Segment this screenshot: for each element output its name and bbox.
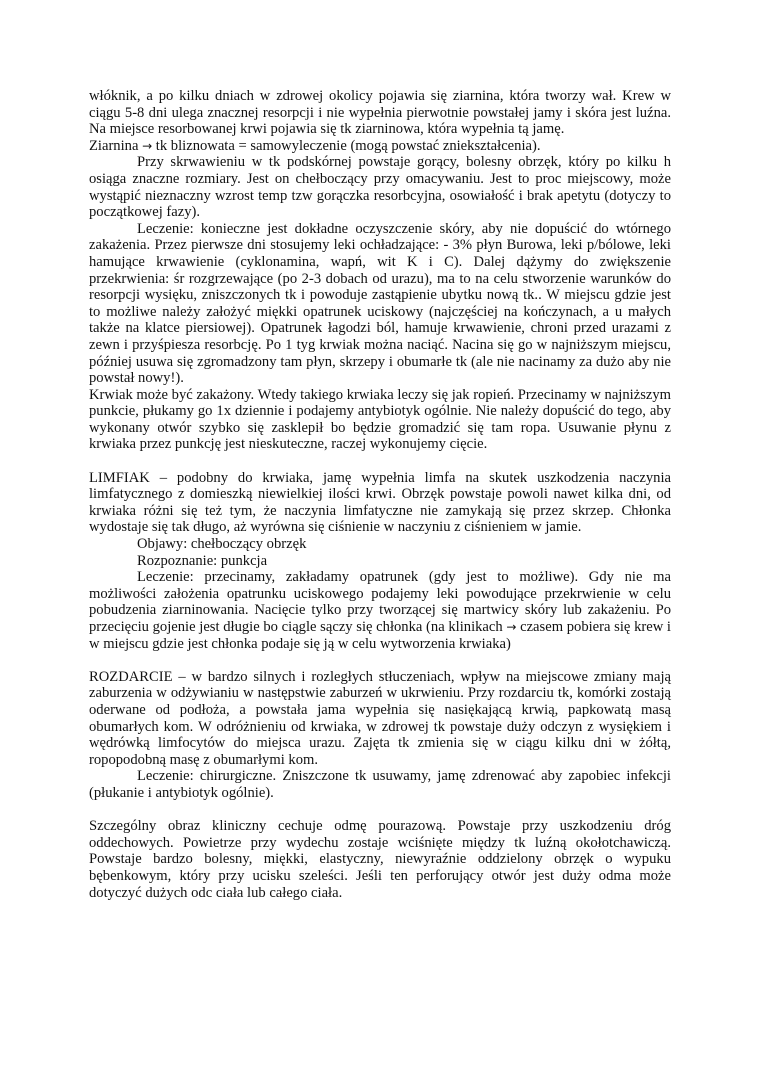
paragraph-rozdarcie: ROZDARCIE – w bardzo silnych i rozległych stłuczeniach, wpływ na miejscowe zmiany mają zaburzenia w odżywianiu w następstwie zaburzeń w ukrwieniu. Przy rozdarciu tk, komórki zostają oderwane od podłoża, a powstała jama wypełnia się nasiękającą krwią, papkowatą masą obumarłych kom. W odróżnieniu od krwiaka, w zdrowej tk powstaje duży odczyn z wysiękiem i wędrówką limfocytów do miejsca urazu. Zajęta tk zmienia się w ciągu kilku dni w żółtą, ropopodobną masę z obumarłymi kom.: [89, 668, 671, 768]
paragraph-diagnosis: Rozpoznanie: punkcja: [137, 552, 268, 569]
text-treatment-limfiak-a: Leczenie: przecinamy, zakładamy opatrunek (gdy jest to możliwe). Gdy nie ma możliwości założenia opatrunku uciskowego podajemy leki powodujące przekrwienie w celu pobudzenia ziarninowania. Nacięcie tylko przy tworzącej się martwicy skóry lub zakażeniu. Po przecięciu gojenie jest długie bo ciągle sączy się chłonka (na klinikach: [89, 569, 671, 635]
paragraph-subcutaneous-bleeding: Przy skrwawieniu w tk podskórnej powstaje gorący, bolesny obrzęk, który po kilku h osiąga znaczne rozmiary. Jest on chełboczący przy omacywaniu. Jest to proc miejscowy, może wystąpić nieznaczny wzrost temp tzw gorączka resorbcyjna, osowiałość i brak apetytu (dotyczy to początkowej fazy).: [89, 154, 671, 221]
paragraph-granulation: włóknik, a po kilku dniach w zdrowej okolicy pojawia się ziarnina, która tworzy wał. Krew w ciągu 5-8 dni ulega znacznej resorpcji i nie wypełnia pierwotnie powstałej jamy i skóra jest luźna. Na miejsce resorbowanej krwi pojawia się tk ziarninowa, która wypełnia tą jamę.: [89, 88, 671, 138]
text-scar-result: tk bliznowata = samowyleczenie (mogą powstać zniekształcenia).: [152, 137, 541, 154]
text-treatment-limfiak-b: czasem pobiera się krew i w miejscu gdzie jest chłonka podaje się ją w celu wytworzenia krwiaka): [89, 619, 671, 652]
paragraph-spacer: [89, 453, 671, 470]
paragraph-scar-healing: [89, 138, 671, 155]
paragraph-emphysema: Szczególny obraz kliniczny cechuje odmę pourazową. Powstaje przy uszkodzeniu dróg oddechowych. Powietrze przy wydechu zostaje wciśnięte między tk luźną okołotchawiczą. Powstaje bardzo bolesny, miękki, elastyczny, niewyraźnie oddzielony obrzęk o wypuku bębenkowym, który przy ucisku szeleści. Jeśli ten perforujący otwór jest duży odma może dotyczyć dużych odc ciała lub całego ciała.: [89, 818, 671, 901]
text-granulation-label: Ziarnina: [89, 137, 139, 154]
paragraph-infected-hematoma: Krwiak może być zakażony. Wtedy takiego krwiaka leczy się jak ropień. Przecinamy w najniższym punkcie, płukamy go 1x dziennie i podajemy antybiotyk ogólnie. Nie należy dopuścić do tego, aby wykonany otwór szybko się zasklepił bo będzie gromadzić się tam ropa. Usuwanie płynu z krwiaka przez punkcję jest nieskuteczne, raczej wykonujemy cięcie.: [89, 386, 671, 453]
paragraph-spacer: [89, 802, 671, 819]
paragraph-symptoms: Objawy: chełboczący obrzęk: [137, 536, 307, 553]
paragraph-treatment-hematoma: Leczenie: konieczne jest dokładne oczyszczenie skóry, aby nie dopuścić do wtórnego zakażenia. Przez pierwsze dni stosujemy leki ochładzające: - 3% płyn Burowa, leki p/bólowe, leki hamujące krwawienie (cyklonamina, wapń, wit K i C). Dalej dążymy do zwiększenie przekrwienia: śr rozgrzewające (po 2-3 dobach od urazu), ma to na celu stworzenie warunków do resorpcji wysięku, zniszczonych tk i powoduje zastąpienie ubytku nową tk.. W miejscu gdzie jest to możliwe należy założyć miękki opatrunek uciskowy (najczęściej na kończynach, a u małych także na klatce piersiowej). Opatrunek łagodzi ból, hamuje krwawienie, chroni przed urazami z zewn i przyśpiesza resorbcję. Po 1 tyg krwiak można naciąć. Nacina się go w najniższym miejscu, później usuwa się zgromadzony tam płyn, skrzepy i obumarłe tk (ale nie nacinamy za dużo aby nie powstał nowy!).: [89, 220, 671, 387]
paragraph-spacer: [89, 652, 671, 669]
paragraph-treatment-limfiak: [89, 569, 671, 652]
paragraph-limfiak: LIMFIAK – podobny do krwiaka, jamę wypełnia limfa na skutek uszkodzenia naczynia limfatycznego z domieszką niewielkiej ilości krwi. Obrzęk powstaje powoli nawet kilka dni, od krwiaka różni się też tym, że naczynia limfatyczne nie zamykają się przez skrzep. Chłonka wydostaje się tak długo, aż wyrówna się ciśnienie w naczyniu z ciśnieniem w jamie.: [89, 469, 671, 536]
document-page: [89, 88, 671, 901]
right-arrow-icon: →: [506, 620, 517, 634]
paragraph-treatment-rozdarcie: Leczenie: chirurgiczne. Zniszczone tk usuwamy, jamę zdrenować aby zapobiec infekcji (płukanie i antybiotyk ogólnie).: [89, 768, 671, 801]
right-arrow-icon: →: [142, 138, 153, 153]
